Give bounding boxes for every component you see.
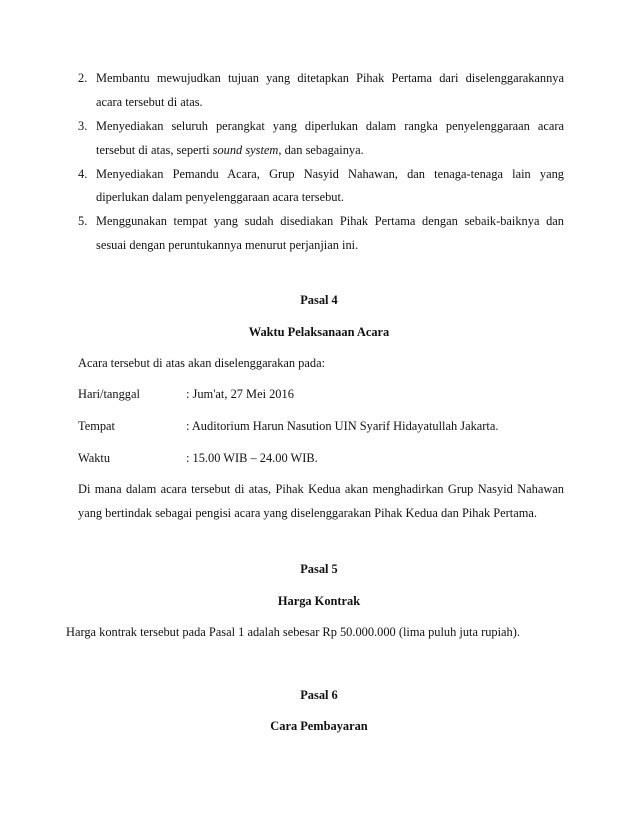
pasal-4-paragraph-line-2: yang bertindak sebagai pengisi acara yang diselenggarakan Pihak Kedua dan Pihak Pertama. [78, 506, 537, 520]
pasal-4-title: Pasal 4 [300, 293, 338, 307]
pasal-6-subtitle: Cara Pembayaran [270, 719, 368, 733]
list-item-5-line-1: Menggunakan tempat yang sudah disediakan Pihak Pertama dengan sebaik-baiknya dan [96, 214, 564, 228]
list-item-2-line-1: Membantu mewujudkan tujuan yang ditetapkan Pihak Pertama dari diselenggarakannya [96, 71, 564, 85]
schedule-value-time: : 15.00 WIB – 24.00 WIB. [186, 451, 318, 465]
pasal-5-text: Harga kontrak tersebut pada Pasal 1 adalah sebesar Rp 50.000.000 (lima puluh juta rupiah). [66, 625, 520, 639]
list-item-2-line-2: acara tersebut di atas. [96, 95, 203, 109]
schedule-label-time: Waktu [78, 451, 111, 465]
list-item-3-line-2-pre: tersebut di atas, seperti [96, 143, 213, 157]
schedule-value-date: : Jum'at, 27 Mei 2016 [186, 387, 294, 401]
list-item-3-line-2-post: , dan sebagainya. [278, 143, 364, 157]
pasal-5-subtitle: Harga Kontrak [277, 594, 361, 608]
list-number-3: 3. [78, 119, 88, 133]
list-number-2: 2. [78, 71, 88, 85]
pasal-4-subtitle: Waktu Pelaksanaan Acara [248, 325, 390, 339]
schedule-value-place: : Auditorium Harun Nasution UIN Syarif Hidayatullah Jakarta. [186, 419, 499, 433]
pasal-6-title: Pasal 6 [300, 688, 338, 702]
pasal-5-title: Pasal 5 [300, 562, 338, 576]
list-item-3-italic-term: sound system [212, 143, 279, 157]
pasal-4-paragraph-line-1: Di mana dalam acara tersebut di atas, Pihak Kedua akan menghadirkan Grup Nasyid Nahawan [78, 482, 564, 496]
list-number-4: 4. [78, 167, 88, 181]
list-item-4-line-2: diperlukan dalam penyelenggaraan acara tersebut. [96, 190, 345, 204]
list-item-3-line-2 [96, 142, 364, 158]
list-item-4-line-1: Menyediakan Pemandu Acara, Grup Nasyid Nahawan, dan tenaga-tenaga lain yang [96, 167, 564, 181]
list-item-3-line-1: Menyediakan seluruh perangkat yang diperlukan dalam rangka penyelenggaraan acara [96, 119, 564, 133]
pasal-4-intro: Acara tersebut di atas akan diselenggarakan pada: [78, 356, 326, 370]
list-item-5-line-2: sesuai dengan peruntukannya menurut perjanjian ini. [96, 238, 359, 252]
schedule-label-date: Hari/tanggal [78, 387, 140, 401]
schedule-label-place: Tempat [78, 419, 115, 433]
list-number-5: 5. [78, 214, 88, 228]
